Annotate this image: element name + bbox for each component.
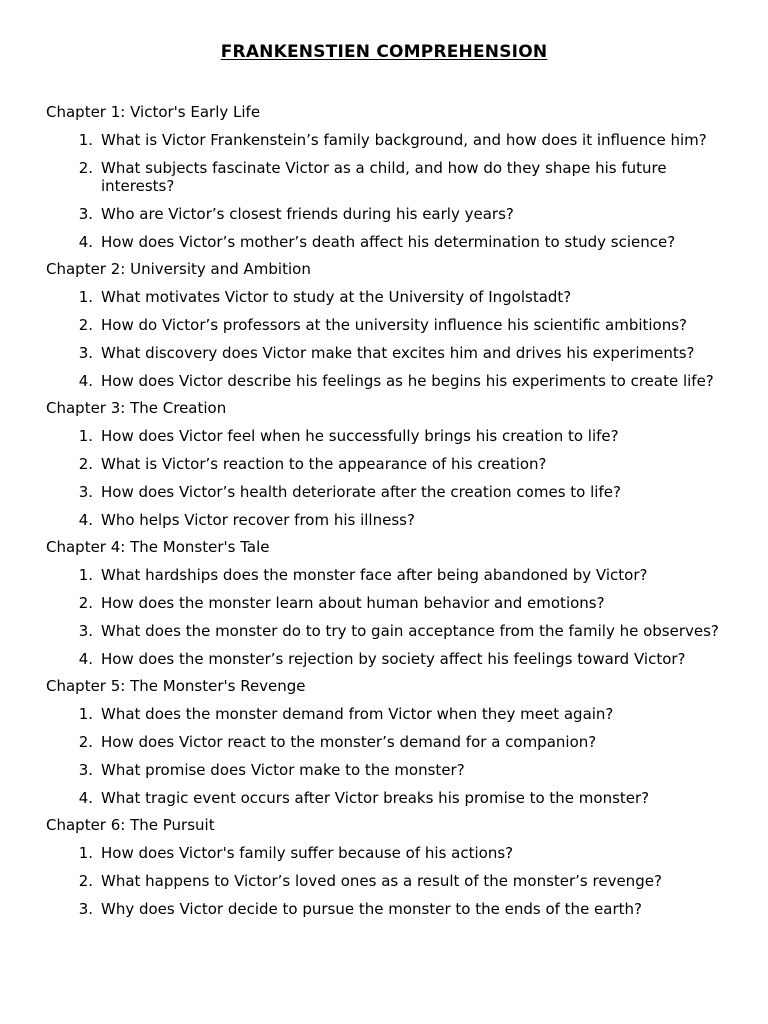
- chapter-heading: Chapter 2: University and Ambition: [46, 260, 311, 278]
- question-text: Why does Victor decide to pursue the monster to the ends of the earth?: [101, 900, 642, 918]
- question-text: What tragic event occurs after Victor breaks his promise to the monster?: [101, 789, 650, 807]
- chapter-3-section: [46, 399, 722, 529]
- question-text: What subjects fascinate Victor as a child, and how do they shape his future interests?: [101, 159, 667, 195]
- question-item: [46, 705, 722, 723]
- question-text: How does Victor’s health deteriorate after the creation comes to life?: [101, 483, 621, 501]
- question-number: 2.: [78, 733, 93, 751]
- chapter-heading: Chapter 5: The Monster's Revenge: [46, 677, 306, 695]
- question-item: [46, 511, 722, 529]
- question-number: 1.: [78, 844, 93, 862]
- question-number: 3.: [78, 900, 93, 918]
- question-item: [46, 427, 722, 445]
- question-number: 2.: [78, 316, 93, 334]
- question-item: [46, 344, 722, 362]
- question-text: What happens to Victor’s loved ones as a result of the monster’s revenge?: [101, 872, 662, 890]
- question-item: [46, 455, 722, 473]
- question-list: [46, 844, 722, 918]
- chapter-5-section: [46, 677, 722, 807]
- question-number: 1.: [78, 131, 93, 149]
- question-number: 4.: [78, 372, 93, 390]
- question-item: [46, 288, 722, 306]
- question-list: [46, 427, 722, 529]
- chapter-4-section: [46, 538, 722, 668]
- question-text: How does Victor feel when he successfully brings his creation to life?: [101, 427, 619, 445]
- question-item: [46, 566, 722, 584]
- question-item: [46, 131, 722, 149]
- question-text: How does the monster’s rejection by society affect his feelings toward Victor?: [101, 650, 686, 668]
- chapter-heading: Chapter 6: The Pursuit: [46, 816, 215, 834]
- question-number: 1.: [78, 566, 93, 584]
- question-text: What promise does Victor make to the monster?: [101, 761, 465, 779]
- question-number: 3.: [78, 622, 93, 640]
- question-text: How do Victor’s professors at the university influence his scientific ambitions?: [101, 316, 688, 334]
- question-number: 3.: [78, 483, 93, 501]
- question-item: [46, 872, 722, 890]
- chapter-1-section: [46, 103, 722, 251]
- question-text: What is Victor’s reaction to the appearance of his creation?: [101, 455, 547, 473]
- question-item: [46, 844, 722, 862]
- question-list: [46, 566, 722, 668]
- question-item: [46, 594, 722, 612]
- question-item: [46, 205, 722, 223]
- question-number: 2.: [78, 159, 93, 177]
- question-list: [46, 288, 722, 390]
- question-number: 2.: [78, 872, 93, 890]
- question-item: [46, 316, 722, 334]
- question-text: How does Victor's family suffer because of his actions?: [101, 844, 514, 862]
- question-number: 1.: [78, 288, 93, 306]
- question-item: [46, 761, 722, 779]
- question-text: What hardships does the monster face after being abandoned by Victor?: [101, 566, 648, 584]
- question-text: What motivates Victor to study at the University of Ingolstadt?: [101, 288, 572, 306]
- question-item: [46, 733, 722, 751]
- question-list: [46, 705, 722, 807]
- question-number: 4.: [78, 511, 93, 529]
- question-text: How does Victor react to the monster’s demand for a companion?: [101, 733, 597, 751]
- question-text: What does the monster demand from Victor when they meet again?: [101, 705, 614, 723]
- question-text: How does Victor describe his feelings as he begins his experiments to create life?: [101, 372, 714, 390]
- question-list: [46, 131, 722, 251]
- question-text: What does the monster do to try to gain acceptance from the family he observes?: [101, 622, 719, 640]
- document-title: FRANKENSTIEN COMPREHENSION: [220, 42, 548, 62]
- question-item: [46, 622, 722, 640]
- chapter-6-section: [46, 816, 722, 918]
- question-number: 2.: [78, 455, 93, 473]
- chapter-heading: Chapter 3: The Creation: [46, 399, 227, 417]
- question-item: [46, 233, 722, 251]
- chapter-2-section: [46, 260, 722, 390]
- question-item: [46, 159, 722, 195]
- question-number: 4.: [78, 233, 93, 251]
- question-number: 1.: [78, 427, 93, 445]
- question-text: How does the monster learn about human behavior and emotions?: [101, 594, 605, 612]
- question-text: What is Victor Frankenstein’s family background, and how does it influence him?: [101, 131, 707, 149]
- question-text: What discovery does Victor make that excites him and drives his experiments?: [101, 344, 695, 362]
- question-number: 4.: [78, 650, 93, 668]
- question-number: 1.: [78, 705, 93, 723]
- question-item: [46, 372, 722, 390]
- question-number: 3.: [78, 205, 93, 223]
- question-number: 3.: [78, 761, 93, 779]
- question-text: How does Victor’s mother’s death affect his determination to study science?: [101, 233, 676, 251]
- question-text: Who helps Victor recover from his illness?: [101, 511, 415, 529]
- chapter-heading: Chapter 4: The Monster's Tale: [46, 538, 270, 556]
- question-number: 3.: [78, 344, 93, 362]
- question-item: [46, 650, 722, 668]
- question-item: [46, 789, 722, 807]
- chapter-heading: Chapter 1: Victor's Early Life: [46, 103, 261, 121]
- question-item: [46, 483, 722, 501]
- question-text: Who are Victor’s closest friends during his early years?: [101, 205, 514, 223]
- question-number: 2.: [78, 594, 93, 612]
- question-item: [46, 900, 722, 918]
- question-number: 4.: [78, 789, 93, 807]
